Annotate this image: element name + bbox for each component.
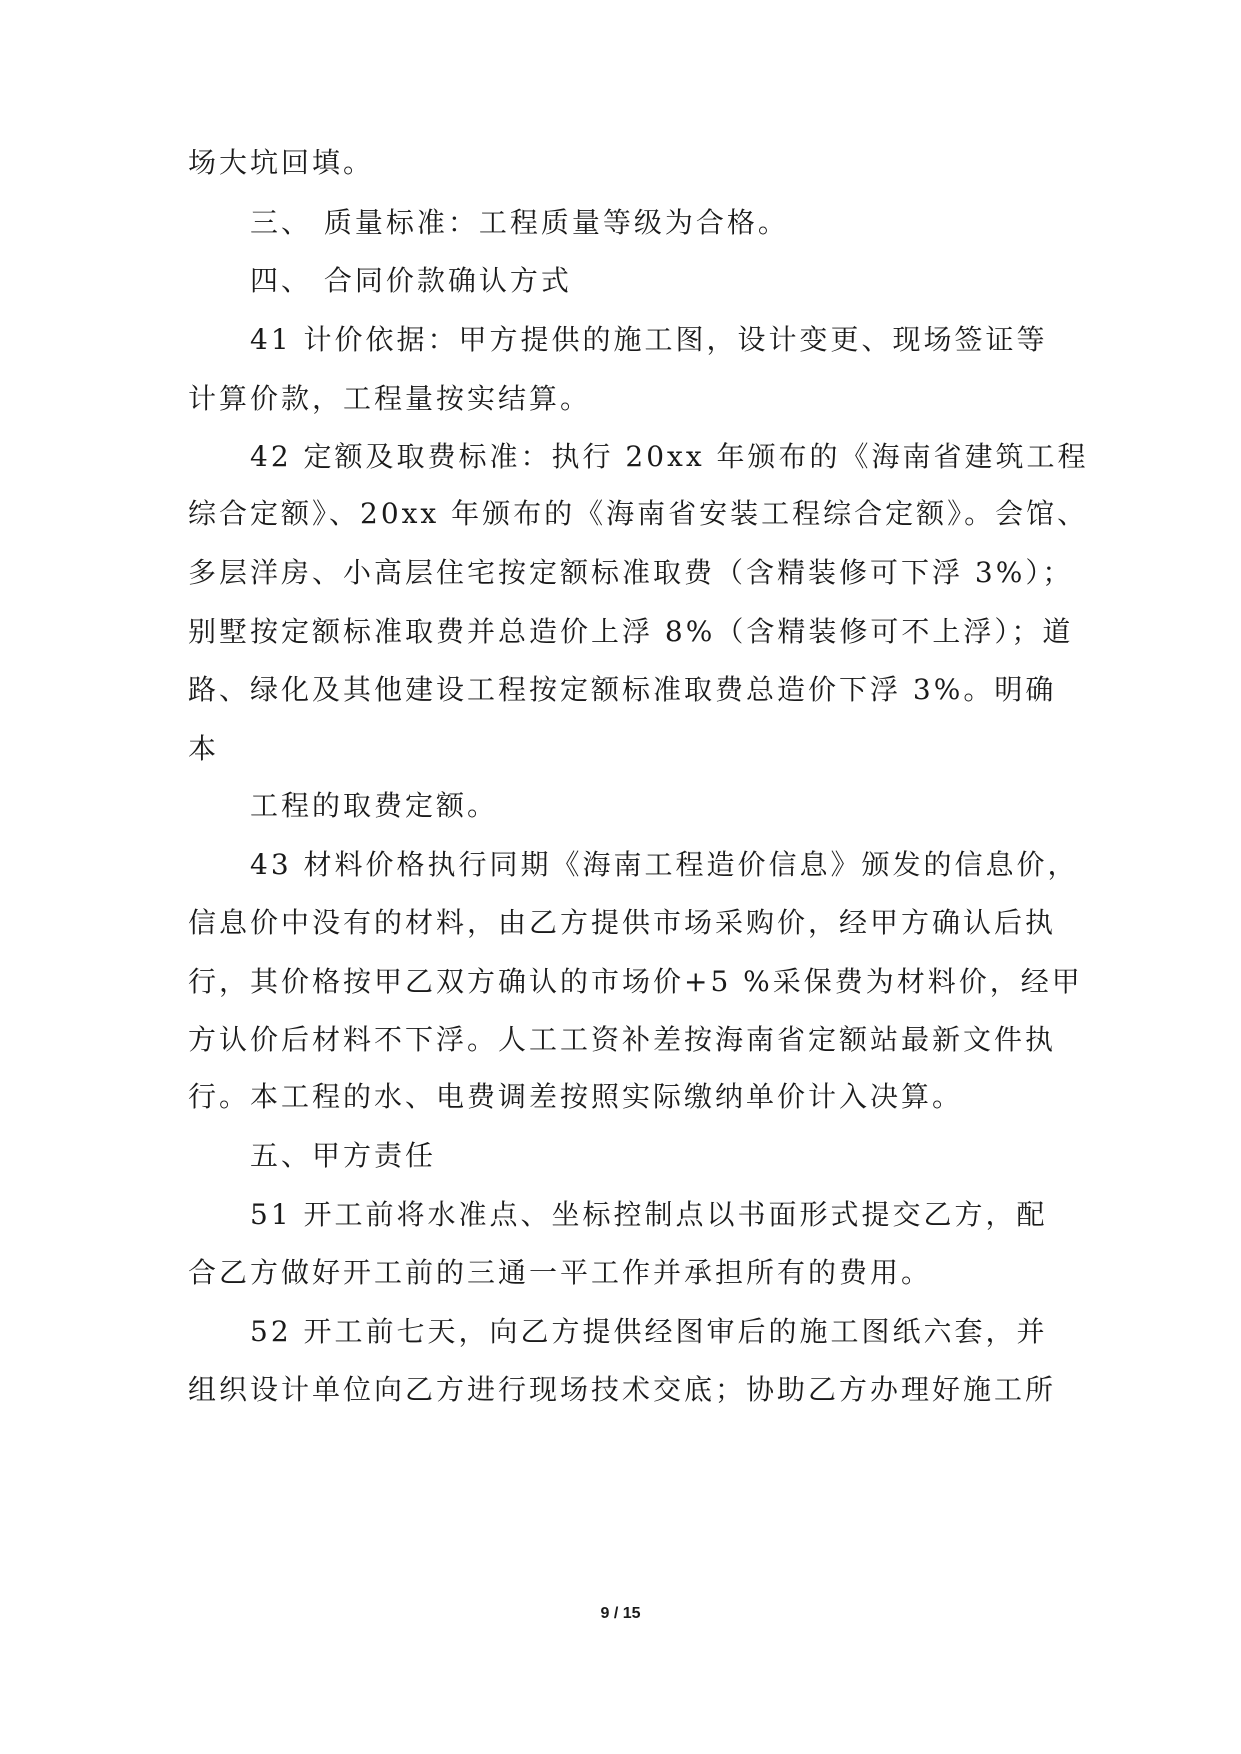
section-heading: 三、 质量标准：工程质量等级为合格。 [250, 206, 789, 239]
text-line: 综合定额》、20xx 年颁布的《海南省安装工程综合定额》。会馆、 [188, 497, 1089, 530]
text-line: 路、绿化及其他建设工程按定额标准取费总造价下浮 3%。明确 [188, 673, 1057, 706]
text-line: 计算价款，工程量按实结算。 [188, 382, 592, 415]
page-number: 9 / 15 [600, 1605, 641, 1622]
text-line: 行。本工程的水、电费调差按照实际缴纳单价计入决算。 [188, 1080, 964, 1113]
text-line: 方认价后材料不下浮。人工工资补差按海南省定额站最新文件执 [188, 1023, 1057, 1056]
section-heading: 四、 合同价款确认方式 [250, 264, 572, 297]
text-line: 多层洋房、小高层住宅按定额标准取费（含精装修可下浮 3%）； [188, 556, 1074, 589]
text-line: 合乙方做好开工前的三通一平工作并承担所有的费用。 [188, 1256, 933, 1289]
text-line: 本 [188, 732, 220, 765]
text-line: 43 材料价格执行同期《海南工程造价信息》颁发的信息价， [250, 848, 1079, 881]
text-line: 42 定额及取费标准：执行 20xx 年颁布的《海南省建筑工程 [250, 440, 1089, 473]
text-line: 41 计价依据：甲方提供的施工图，设计变更、现场签证等 [250, 323, 1048, 356]
text-line: 工程的取费定额。 [250, 789, 499, 822]
text-line: 组织设计单位向乙方进行现场技术交底；协助乙方办理好施工所 [188, 1373, 1057, 1406]
text-line: 场大坑回填。 [188, 146, 375, 179]
text-line: 别墅按定额标准取费并总造价上浮 8%（含精装修可不上浮）；道 [188, 615, 1074, 648]
text-line: 51 开工前将水准点、坐标控制点以书面形式提交乙方，配 [250, 1198, 1048, 1231]
text-line: 信息价中没有的材料，由乙方提供市场采购价，经甲方确认后执 [188, 906, 1057, 939]
text-line: 行，其价格按甲乙双方确认的市场价+5 %采保费为材料价，经甲 [188, 965, 1083, 998]
section-heading: 五、甲方责任 [250, 1139, 437, 1172]
text-line: 52 开工前七天，向乙方提供经图审后的施工图纸六套，并 [250, 1315, 1048, 1348]
